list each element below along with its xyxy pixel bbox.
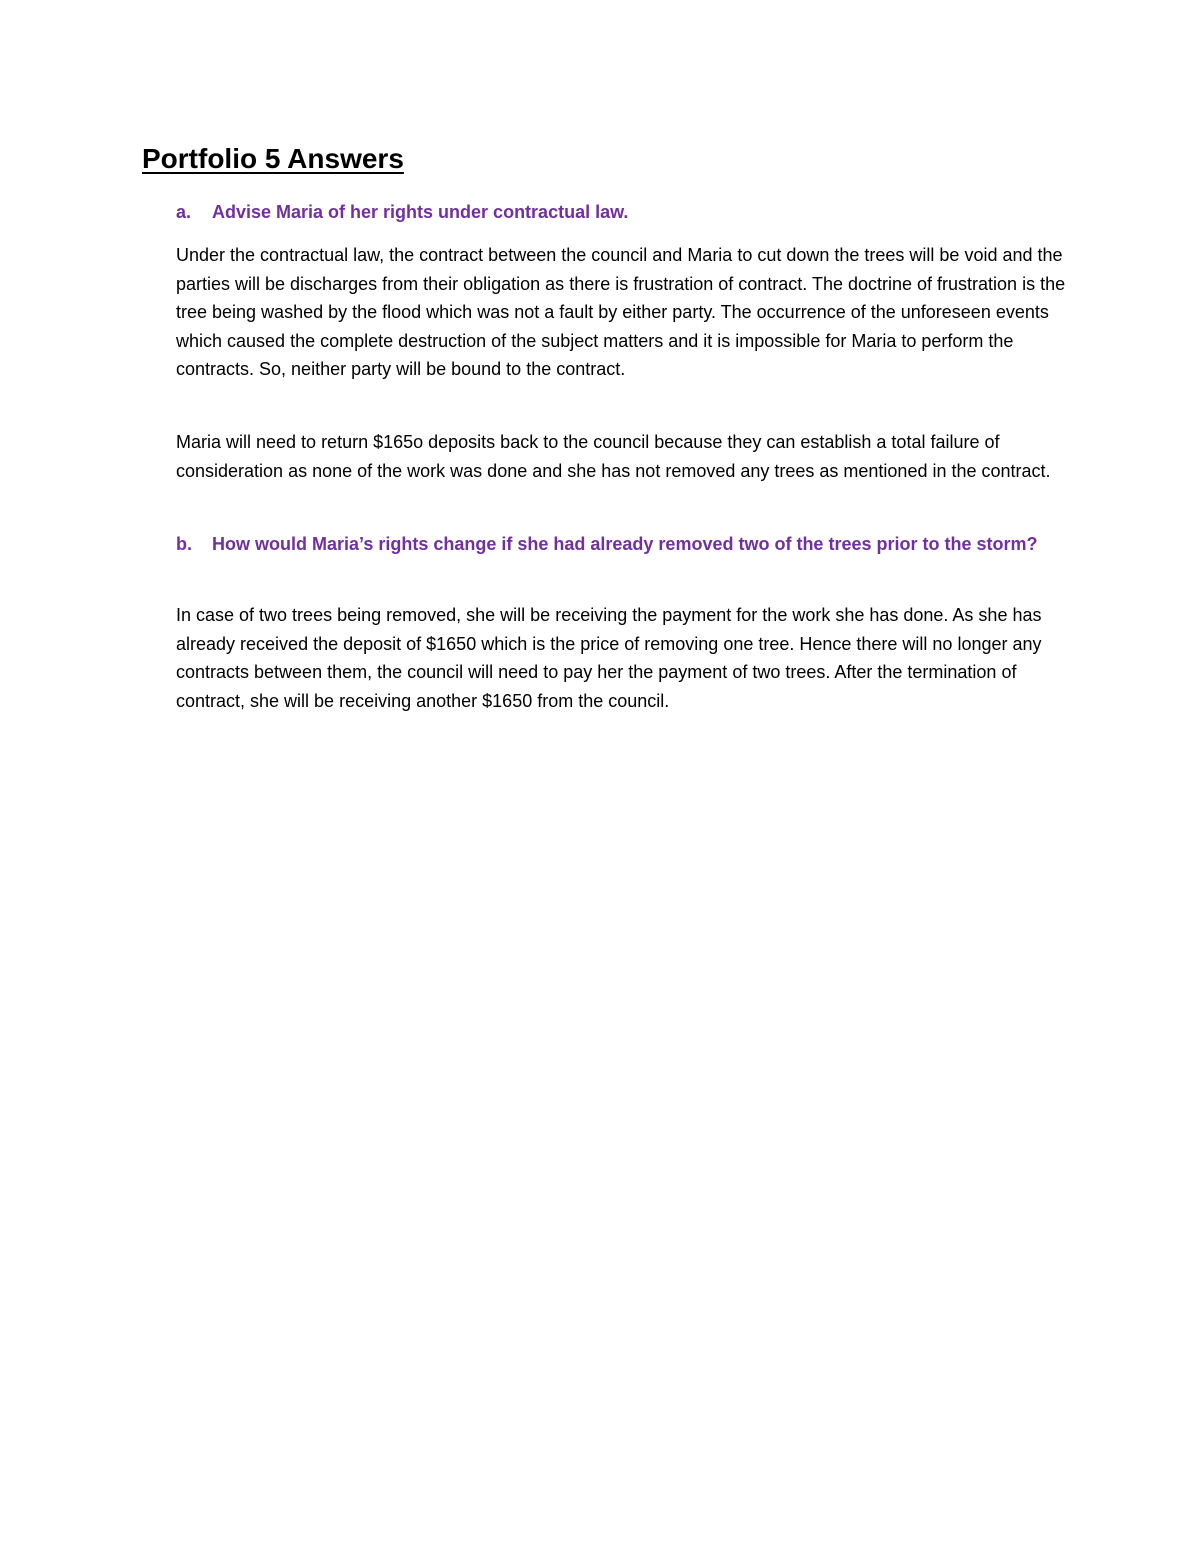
answer-a-paragraph-1: Under the contractual law, the contract between the council and Maria to cut down the trees will be void and the parties will be discharges from their obligation as there is frustration of contract. The doctrine of frustration is the tree being washed by the flood which was not a fault by either party. The occurrence of the unforeseen events which caused the complete destruction of the subject matters and it is impossible for Maria to perform the contracts. So, neither party will be bound to the contract.	[176, 245, 1066, 380]
question-b	[176, 530, 1061, 559]
question-b-text: How would Maria’s rights change if she had already removed two of the trees prior to the storm?	[212, 534, 1038, 554]
page-title: Portfolio 5 Answers	[142, 143, 404, 174]
answer-b-paragraph: In case of two trees being removed, she will be receiving the payment for the work she has done. As she has already received the deposit of $1650 which is the price of removing one tree. Hence there will no longer any contracts between them, the council will need to pay her the payment of two trees. After the termination of contract, she will be receiving another $1650 from the council.	[176, 605, 1042, 711]
answer-a-paragraph-2: Maria will need to return $165o deposits back to the council because they can establish a total failure of consideration as none of the work was done and she has not removed any trees as mentioned in the contract.	[176, 432, 1051, 481]
question-a-text: Advise Maria of her rights under contractual law.	[212, 202, 629, 222]
question-a	[176, 198, 1061, 227]
question-a-marker: a.	[176, 202, 192, 222]
question-b-marker: b.	[176, 534, 192, 554]
